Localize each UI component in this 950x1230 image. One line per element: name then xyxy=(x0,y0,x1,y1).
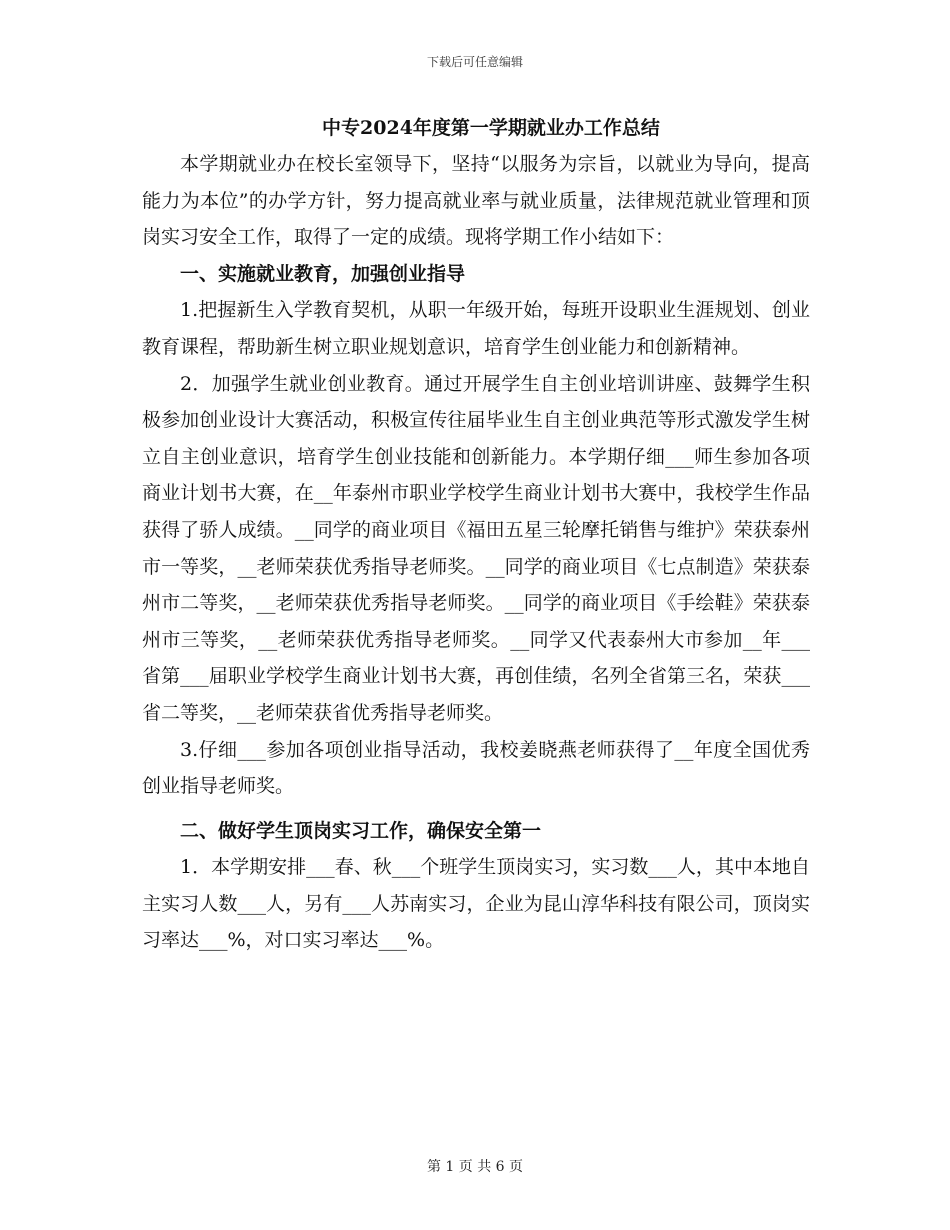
paragraph: 1．本学期安排___春、秋___个班学生顶岗实习，实习数___人，其中本地自主实习人数___人，另有___人苏南实习，企业为昆山淳华科技有限公司，顶岗实习率达___%，对口实习率达___%。 xyxy=(142,856,810,952)
section-heading: 一、实施就业教育，加强创业指导 xyxy=(180,262,466,285)
paragraph: 3.仔细___参加各项创业指导活动，我校姜晓燕老师获得了__年度全国优秀创业指导老师奖。 xyxy=(142,738,810,798)
intro-paragraph: 本学期就业办在校长室领导下，坚持“以服务为宗旨，以就业为导向，提高能力为本位”的办学方针，努力提高就业率与就业质量，法律规范就业管理和顶岗实习安全工作，取得了一定的成绩。现将学期工作小结如下： xyxy=(142,153,810,249)
paragraph: 1.把握新生入学教育契机，从职一年级开始，每班开设职业生涯规划、创业教育课程，帮助新生树立职业规划意识，培育学生创业能力和创新精神。 xyxy=(142,299,810,358)
section-gap xyxy=(142,805,810,813)
document-title: 中专2024年度第一学期就业办工作总结 xyxy=(322,117,660,139)
page-footer: 第 1 页 共 6 页 xyxy=(426,1159,524,1175)
header-note: 下载后可任意编辑 xyxy=(426,55,523,69)
section-heading: 二、做好学生顶岗实习工作，确保安全第一 xyxy=(180,819,542,842)
document-body xyxy=(142,112,810,959)
paragraph: 2．加强学生就业创业教育。通过开展学生自主创业培训讲座、鼓舞学生积极参加创业设计大赛活动，积极宣传往届毕业生自主创业典范等形式激发学生树立自主创业意识，培育学生创业技能和创新能力。本学期仔细___师生参加各项商业计划书大赛，在__年泰州市职业学校学生商业计划书大赛中，我校学生作品获得了骄人成绩。__同学的商业项目《福田五星三轮摩托销售与维护》荣获泰州市一等奖，__老师荣获优秀指导老师奖。__同学的商业项目《七点制造》荣获泰州市二等奖，__老师荣获优秀指导老师奖。__同学的商业项目《手绘鞋》荣获泰州市三等奖，__老师荣获优秀指导老师奖。__同学又代表泰州大市参加__年___省第___届职业学校学生商业计划书大赛，再创佳绩，名列全省第三名，荣获___省二等奖，__老师荣获省优秀指导老师奖。 xyxy=(142,372,810,724)
